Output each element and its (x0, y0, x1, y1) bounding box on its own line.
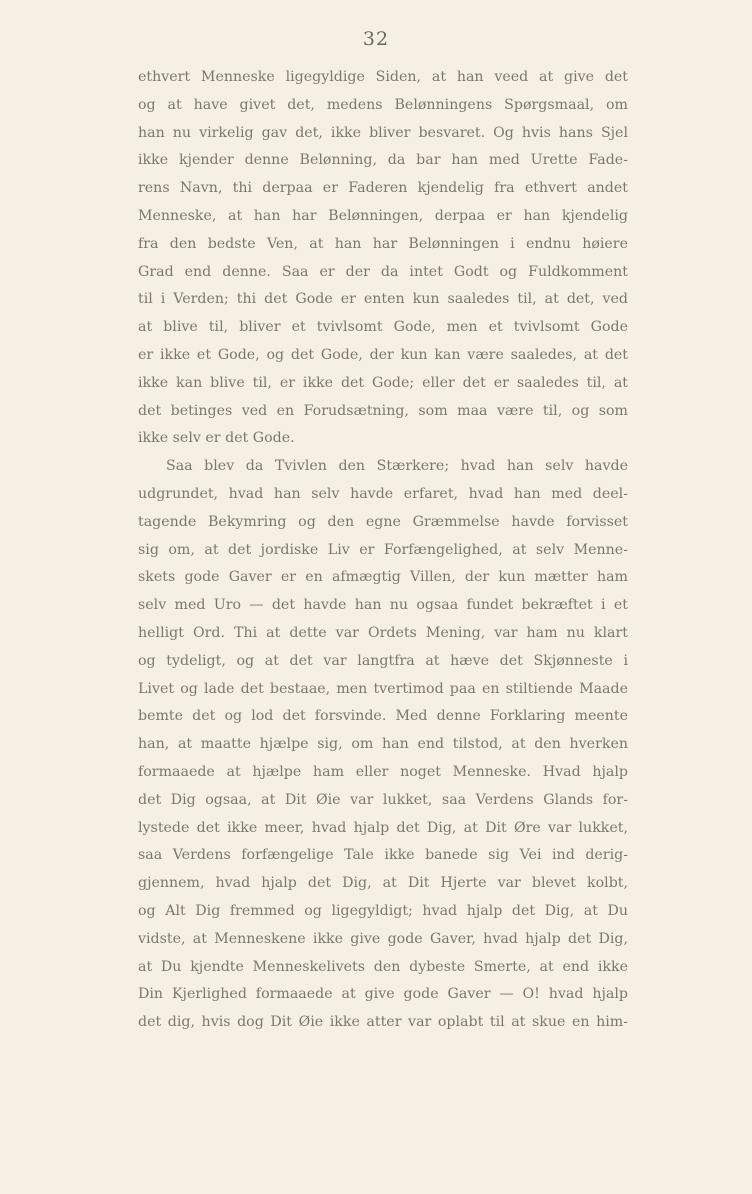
text-line: formaaede at hjælpe ham eller noget Menneske. Hvad hjalp (138, 763, 628, 780)
text-line: er ikke et Gode, og det Gode, der kun kan være saaledes, at det (138, 346, 628, 363)
text-line: gjennem, hvad hjalp det Dig, at Dit Hjerte var blevet kolbt, (138, 875, 628, 892)
text-line: skets gode Gaver er en afmægtig Villen, der kun mætter ham (138, 569, 628, 586)
text-line: rens Navn, thi derpaa er Faderen kjendelig fra ethvert andet (138, 180, 628, 197)
text-line: saa Verdens forfængelige Tale ikke banede sig Vei ind derig- (138, 847, 628, 864)
text-line: Din Kjerlighed formaaede at give gode Gaver — O! hvad hjalp (138, 986, 628, 1003)
text-line: han, at maatte hjælpe sig, om han end tilstod, at den hverken (138, 736, 628, 753)
text-line: sig om, at det jordiske Liv er Forfængelighed, at selv Menne- (138, 541, 628, 558)
text-line: og at have givet det, medens Belønningens Spørgsmaal, om (138, 96, 628, 113)
text-line: ikke kan blive til, er ikke det Gode; eller det er saaledes til, at (138, 374, 628, 391)
text-line: fra den bedste Ven, at han har Belønningen i endnu høiere (138, 235, 628, 252)
text-line: det Dig ogsaa, at Dit Øie var lukket, saa Verdens Glands for- (138, 791, 628, 808)
text-line: at Du kjendte Menneskelivets den dybeste Smerte, at end ikke (138, 958, 628, 975)
text-line: at blive til, bliver et tvivlsomt Gode, men et tvivlsomt Gode (138, 319, 628, 336)
text-line: og tydeligt, og at det var langtfra at hæve det Skjønneste i (138, 652, 628, 669)
text-line: ikke selv er det Gode. (138, 430, 295, 447)
text-line: det betinges ved en Forudsætning, som maa være til, og som (138, 402, 628, 419)
text-line: bemte det og lod det forsvinde. Med denne Forklaring meente (138, 708, 628, 725)
text-line: det dig, hvis dog Dit Øie ikke atter var oplabt til at skue en him- (138, 1014, 628, 1031)
text-line: udgrundet, hvad han selv havde erfaret, hvad han med deel- (138, 485, 628, 502)
text-line: til i Verden; thi det Gode er enten kun saaledes til, at det, ved (138, 291, 628, 308)
page-number: 32 (362, 28, 390, 50)
text-line: helligt Ord. Thi at dette var Ordets Mening, var ham nu klart (138, 624, 628, 641)
text-line: han nu virkelig gav det, ikke bliver besvaret. Og hvis hans Sjel (138, 124, 628, 141)
text-line: selv med Uro — det havde han nu ogsaa fundet bekræftet i et (138, 597, 628, 614)
text-line: Grad end denne. Saa er der da intet Godt og Fuldkomment (138, 263, 628, 280)
text-line: Menneske, at han har Belønningen, derpaa er han kjendelig (138, 207, 628, 224)
text-line: tagende Bekymring og den egne Græmmelse havde forvisset (138, 513, 628, 530)
text-line: Saa blev da Tvivlen den Stærkere; hvad han selv havde (166, 458, 628, 475)
text-line: vidste, at Menneskene ikke give gode Gaver, hvad hjalp det Dig, (138, 930, 628, 947)
text-line: Livet og lade det bestaae, men tvertimod paa en stiltiende Maade (138, 680, 628, 697)
text-line: og Alt Dig fremmed og ligegyldigt; hvad hjalp det Dig, at Du (138, 902, 628, 919)
body-text (138, 64, 628, 1037)
text-line: ikke kjender denne Belønning, da bar han med Urette Fade- (138, 152, 628, 169)
text-line: lystede det ikke meer, hvad hjalp det Dig, at Dit Øre var lukket, (138, 819, 628, 836)
text-line: ethvert Menneske ligegyldige Siden, at han veed at give det (138, 69, 628, 85)
